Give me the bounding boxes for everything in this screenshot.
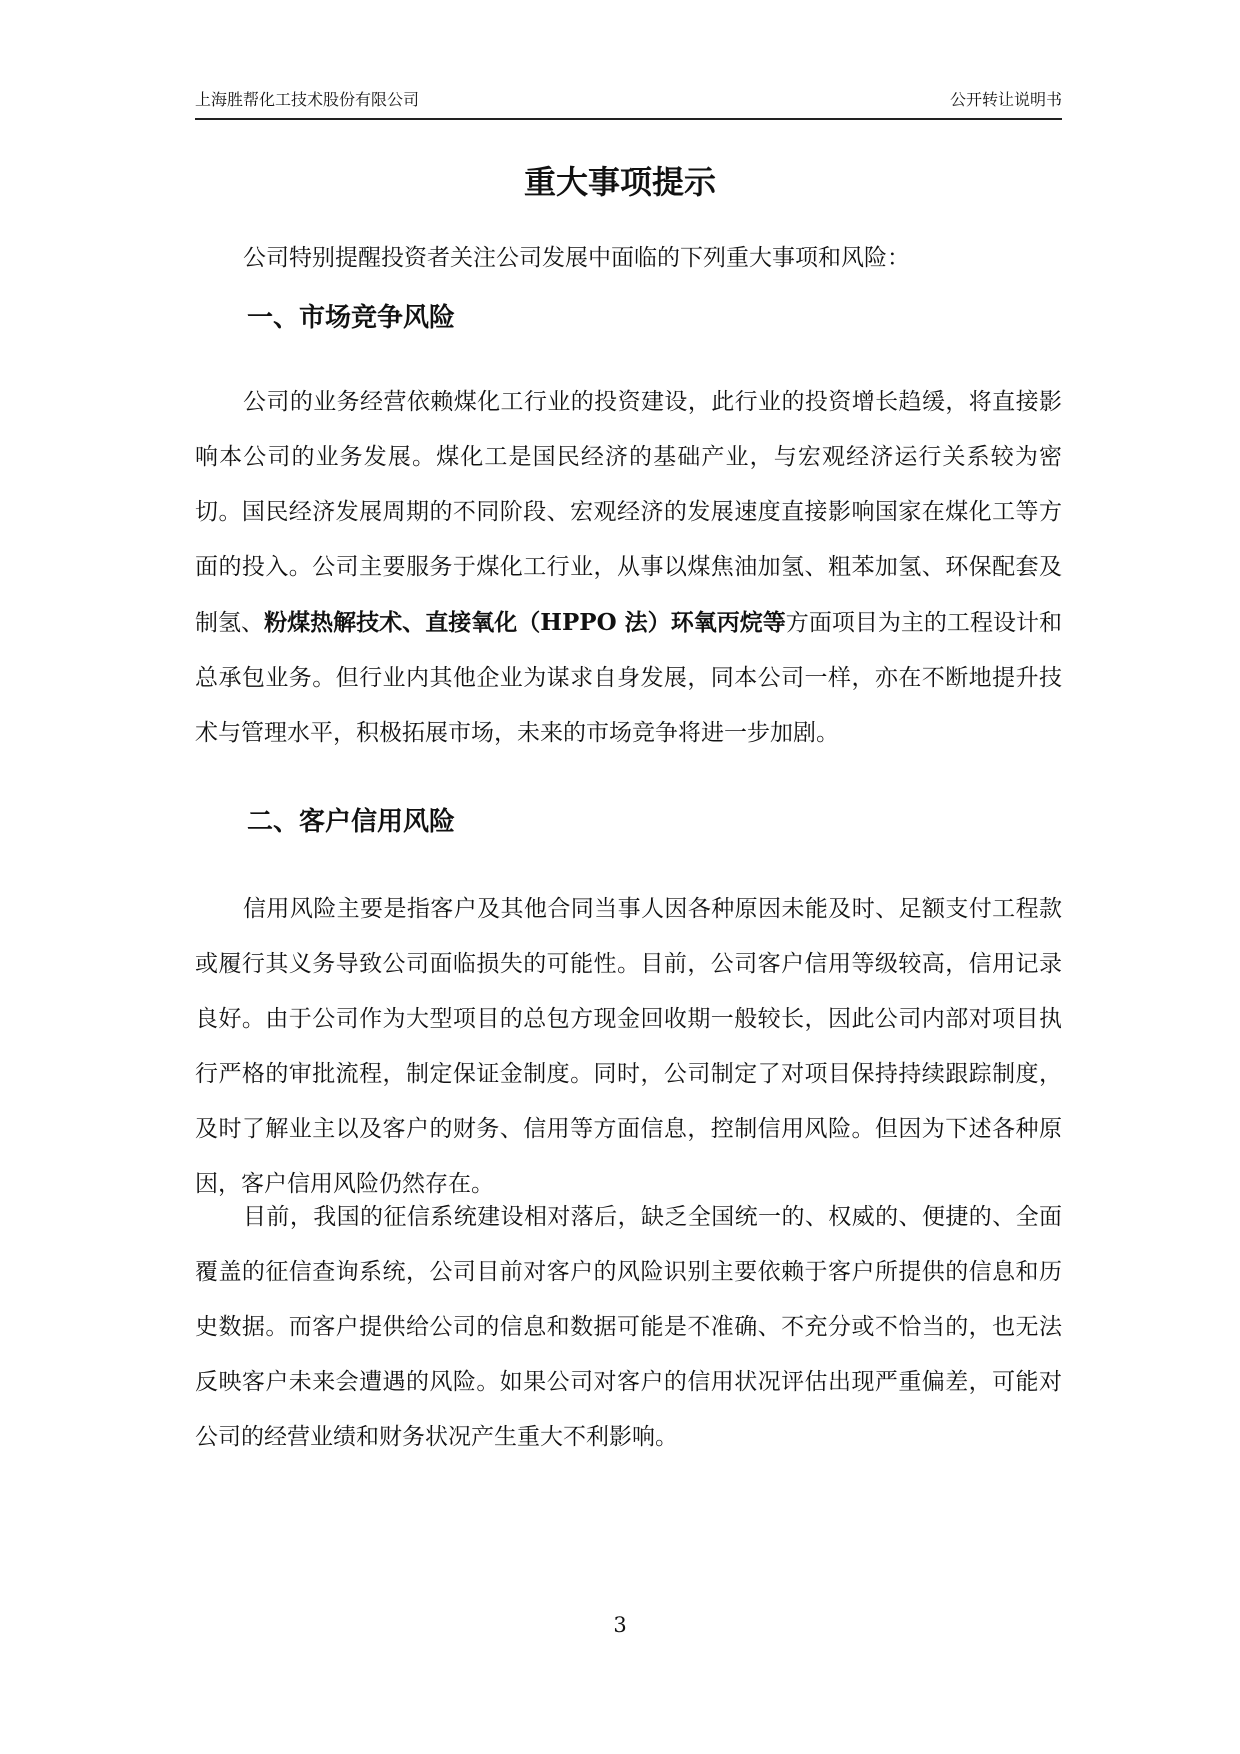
header-company-name: 上海胜帮化工技术股份有限公司 xyxy=(195,90,420,109)
market-risk-bold-text: 粉煤热解技术、直接氧化（HPPO 法）环氧丙烷等 xyxy=(264,609,786,636)
credit-risk-paragraph-1: 信用风险主要是指客户及其他合同当事人因各种原因未能及时、足额支付工程款或履行其义务导致公司面临损失的可能性。目前，公司客户信用等级较高，信用记录良好。由于公司作为大型项目的总包方现金回收期一般较长，因此公司内部对项目执行严格的审批流程，制定保证金制度。同时，公司制定了对项目保持持续跟踪制度，及时了解业主以及客户的财务、信用等方面信息，控制信用风险。但因为下述各种原因，客户信用风险仍然存在。 xyxy=(195,896,1062,1197)
market-risk-text-b: 方面项目为主的工程设计和总承包业务。但行业内其他企业为谋求自身发展，同本公司一样，亦在不断地提升技术与管理水平，积极拓展市场，未来的市场竞争将进一步加剧。 xyxy=(195,610,1062,746)
section-heading-market-risk: 一、市场竞争风险 xyxy=(247,303,456,333)
page-title: 重大事项提示 xyxy=(523,163,716,201)
intro-paragraph: 公司特别提醒投资者关注公司发展中面临的下列重大事项和风险： xyxy=(243,245,910,271)
credit-risk-paragraph-2: 目前，我国的征信系统建设相对落后，缺乏全国统一的、权威的、便捷的、全面覆盖的征信查询系统，公司目前对客户的风险识别主要依赖于客户所提供的信息和历史数据。而客户提供给公司的信息和数据可能是不准确、不充分或不恰当的，也无法反映客户未来会遭遇的风险。如果公司对客户的信用状况评估出现严重偏差，可能对公司的经营业绩和财务状况产生重大不利影响。 xyxy=(195,1204,1062,1450)
market-risk-text-a: 公司的业务经营依赖煤化工行业的投资建设，此行业的投资增长趋缓，将直接影响本公司的业务发展。煤化工是国民经济的基础产业，与宏观经济运行关系较为密切。国民经济发展周期的不同阶段、宏观经济的发展速度直接影响国家在煤化工等方面的投入。公司主要服务于煤化工行业，从事以煤焦油加氢、粗苯加氢、环保配套及制氢、 xyxy=(195,389,1062,636)
header-document-type: 公开转让说明书 xyxy=(949,90,1062,109)
page-number: 3 xyxy=(613,1613,627,1637)
market-risk-paragraph xyxy=(195,375,1062,761)
page-header xyxy=(195,86,1062,120)
section-heading-credit-risk: 二、客户信用风险 xyxy=(247,807,456,837)
